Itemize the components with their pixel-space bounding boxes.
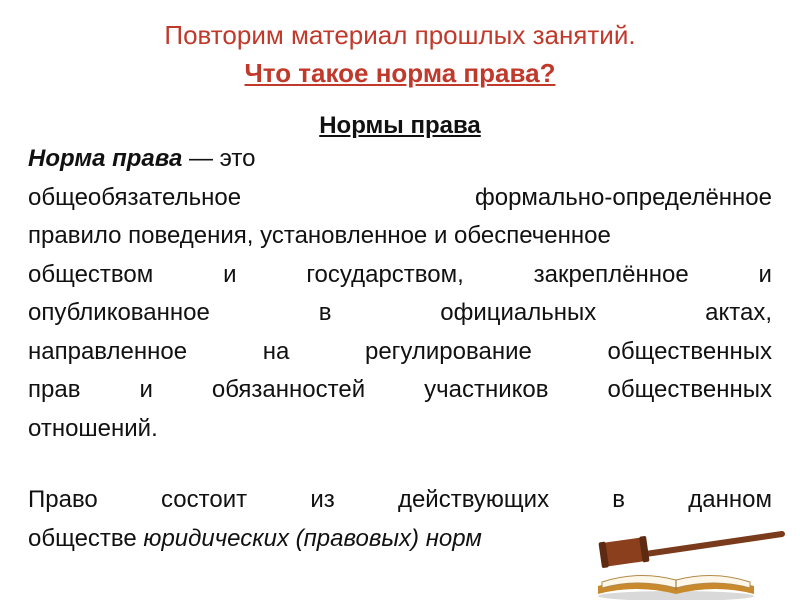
gavel-book-illustration (596, 520, 796, 600)
conclusion-plain: обществе (28, 524, 144, 552)
definition-line-3: правило поведения, установленное и обеспеченное (28, 222, 611, 249)
word: направленное (28, 337, 188, 365)
word: официальных (440, 299, 597, 326)
word: закреплённое (533, 260, 689, 288)
conclusion-italic: юридических (правовых) норм (143, 524, 482, 552)
word: состоит (161, 486, 248, 513)
word: в (318, 299, 332, 326)
definition-line-7 (28, 371, 772, 410)
definition-line-5 (28, 294, 772, 333)
word: регулирование (364, 337, 532, 365)
word: участников (424, 376, 549, 403)
word: и (139, 376, 153, 403)
word: государством, (306, 260, 464, 288)
word: в (612, 486, 626, 513)
word: и (758, 260, 772, 288)
definition-line-4 (28, 256, 772, 295)
gavel-icon (598, 534, 782, 568)
word: общественных (607, 337, 772, 365)
definition-paragraph (28, 140, 772, 448)
word: опубликованное (28, 299, 210, 326)
slide-question: Что такое норма права? (244, 58, 556, 88)
slide-title: Повторим материал прошлых занятий. (164, 20, 636, 50)
word: из (310, 486, 335, 513)
word: прав (28, 376, 81, 403)
definition-line-6 (28, 333, 772, 372)
book-icon (598, 575, 754, 600)
word: формально-определённое (474, 183, 772, 211)
definition-intro: — это (182, 145, 256, 172)
word: общеобязательное (28, 183, 242, 211)
section-heading: Нормы права (319, 112, 481, 139)
definition-line-8: отношений. (28, 414, 158, 442)
word: обществом (28, 260, 154, 288)
word: действующих (397, 486, 550, 513)
word: Право (28, 486, 98, 513)
word: общественных (607, 376, 772, 403)
definition-line-2 (28, 179, 772, 218)
word: и (223, 260, 237, 288)
conclusion-line-1 (28, 481, 772, 520)
definition-line-1 (28, 140, 772, 179)
definition-term: Норма права (28, 145, 183, 172)
word: данном (688, 486, 772, 513)
word: обязанностей (211, 376, 366, 403)
word: на (262, 337, 290, 365)
word: актах, (705, 299, 772, 326)
